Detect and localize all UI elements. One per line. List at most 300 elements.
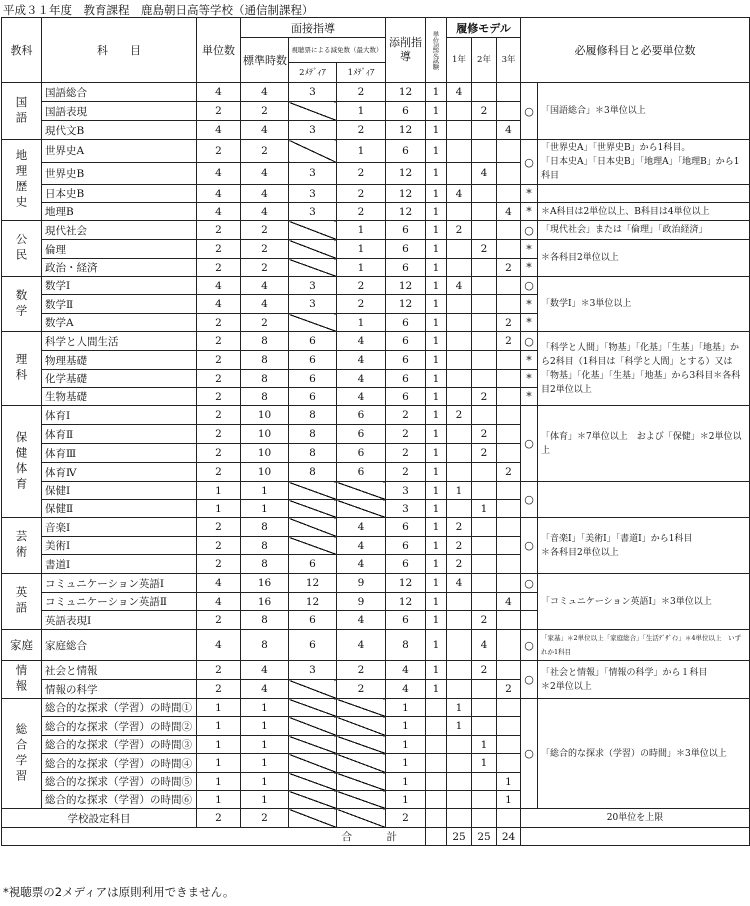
required-mark: ○ xyxy=(521,221,538,240)
year1-cell xyxy=(447,388,472,406)
units-cell: 1 xyxy=(197,482,241,500)
year1-cell xyxy=(447,259,472,277)
year3-cell: 1 xyxy=(497,773,521,791)
subject-name: 音楽Ⅰ xyxy=(42,518,197,537)
required-mark: * xyxy=(521,351,538,370)
subject-name: 家庭総合 xyxy=(42,630,197,661)
year1-cell xyxy=(447,295,472,314)
year2-cell xyxy=(472,593,497,611)
year3-cell xyxy=(497,611,521,630)
subject-name: 世界史A xyxy=(42,140,197,163)
curriculum-table xyxy=(1,17,750,846)
year2-cell: 4 xyxy=(472,630,497,661)
requirement-note xyxy=(538,221,750,240)
requirement-note-line: 「家基」＊2単位以上「家庭総合」「生活ﾃﾞｻﾞｲﾝ」＊4単位以上 いずれか1科目 xyxy=(541,634,742,656)
header-reports: 添削指導 xyxy=(386,18,426,83)
requirement-note-line: 「数学Ⅰ」＊3単位以上 xyxy=(541,299,632,309)
reports-cell: 1 xyxy=(386,773,426,791)
media1-cell xyxy=(337,717,386,736)
hours-cell: 8 xyxy=(241,370,289,388)
exam-cell: 1 xyxy=(426,203,447,221)
total-row xyxy=(2,828,750,846)
requirement-note xyxy=(538,630,750,661)
media2-cell xyxy=(289,537,337,555)
exam-cell: 1 xyxy=(426,370,447,388)
required-mark: ○ xyxy=(521,83,538,140)
media2-cell xyxy=(289,500,337,518)
required-mark: ○ xyxy=(521,699,538,809)
hours-cell: 1 xyxy=(241,717,289,736)
exam-cell: 1 xyxy=(426,121,447,140)
table-row xyxy=(2,518,750,537)
school-subject-row xyxy=(2,809,750,828)
year2-cell xyxy=(472,680,497,699)
year3-cell xyxy=(497,185,521,203)
units-cell: 2 xyxy=(197,388,241,406)
units-cell: 2 xyxy=(197,406,241,425)
media1-cell: 1 xyxy=(337,102,386,121)
year1-cell xyxy=(447,203,472,221)
requirement-note-line: ＊各科目2単位以上 xyxy=(541,253,619,263)
table-body xyxy=(2,83,750,846)
requirement-note xyxy=(538,203,750,221)
table-row xyxy=(2,221,750,240)
header-year3: 3年 xyxy=(497,38,521,83)
media2-cell xyxy=(289,518,337,537)
year3-cell: 2 xyxy=(497,332,521,351)
media2-cell: 3 xyxy=(289,277,337,295)
year2-cell: 2 xyxy=(472,661,497,680)
subject-name: 情報の科学 xyxy=(42,680,197,699)
year3-cell xyxy=(497,140,521,163)
category-cell-chireki: 地理歴史 xyxy=(2,140,42,221)
year1-cell: 2 xyxy=(447,518,472,537)
header-schooling: 面接指導 xyxy=(241,18,386,38)
units-cell: 2 xyxy=(197,140,241,163)
media2-cell xyxy=(289,809,337,828)
year3-cell xyxy=(497,444,521,463)
reports-cell: 1 xyxy=(386,717,426,736)
requirement-note-line: 「コミュニケーション英語Ⅰ」＊3単位以上 xyxy=(541,596,712,607)
total-year3: 24 xyxy=(497,828,521,846)
year1-cell xyxy=(447,630,472,661)
exam-cell: 1 xyxy=(426,162,447,185)
media2-cell: 8 xyxy=(289,425,337,444)
requirement-note xyxy=(538,140,750,185)
subject-name: 総合的な探求（学習）の時間① xyxy=(42,699,197,717)
exam-cell xyxy=(426,717,447,736)
media2-cell: 3 xyxy=(289,185,337,203)
media2-cell xyxy=(289,102,337,121)
units-cell: 4 xyxy=(197,593,241,611)
year2-cell xyxy=(472,463,497,482)
units-cell: 2 xyxy=(197,555,241,574)
reports-cell: 6 xyxy=(386,555,426,574)
year2-cell: 1 xyxy=(472,754,497,773)
units-cell: 2 xyxy=(197,809,241,828)
media2-cell xyxy=(289,240,337,259)
year2-cell: 2 xyxy=(472,425,497,444)
requirement-note xyxy=(538,406,750,482)
hours-cell: 4 xyxy=(241,185,289,203)
exam-cell: 1 xyxy=(426,537,447,555)
requirement-note xyxy=(538,332,750,406)
media1-cell xyxy=(337,699,386,717)
year3-cell xyxy=(497,736,521,754)
year3-cell xyxy=(497,661,521,680)
header-subject: 科 目 xyxy=(42,18,197,83)
year1-cell: 2 xyxy=(447,537,472,555)
year3-cell xyxy=(497,574,521,593)
subject-name: 書道Ⅰ xyxy=(42,555,197,574)
media1-cell: 1 xyxy=(337,221,386,240)
year3-cell xyxy=(497,699,521,717)
year1-cell xyxy=(447,370,472,388)
year1-cell xyxy=(447,611,472,630)
hours-cell: 8 xyxy=(241,388,289,406)
reports-cell: 6 xyxy=(386,332,426,351)
reports-cell: 6 xyxy=(386,259,426,277)
required-mark: * xyxy=(521,259,538,277)
table-row xyxy=(2,482,750,500)
units-cell: 4 xyxy=(197,277,241,295)
media1-cell xyxy=(337,773,386,791)
reports-cell: 1 xyxy=(386,791,426,809)
year2-cell: 2 xyxy=(472,240,497,259)
subject-name: 数学A xyxy=(42,314,197,332)
year2-cell xyxy=(472,717,497,736)
exam-cell: 1 xyxy=(426,221,447,240)
subject-name: 国語総合 xyxy=(42,83,197,102)
media1-cell: 2 xyxy=(337,661,386,680)
reports-cell: 6 xyxy=(386,370,426,388)
subject-name: 世界史B xyxy=(42,162,197,185)
subject-name: 総合的な探求（学習）の時間③ xyxy=(42,736,197,754)
media1-cell: 4 xyxy=(337,351,386,370)
subject-name: 保健Ⅱ xyxy=(42,500,197,518)
year3-cell xyxy=(497,83,521,102)
table-row xyxy=(2,140,750,163)
category-cell-kokugo: 国語 xyxy=(2,83,42,140)
media2-cell xyxy=(289,754,337,773)
media1-cell: 2 xyxy=(337,121,386,140)
hours-cell: 2 xyxy=(241,314,289,332)
exam-cell: 1 xyxy=(426,83,447,102)
exam-cell xyxy=(426,828,447,846)
subject-name: 体育Ⅰ xyxy=(42,406,197,425)
exam-cell: 1 xyxy=(426,140,447,163)
year3-cell xyxy=(497,370,521,388)
units-cell: 4 xyxy=(197,162,241,185)
requirement-note xyxy=(538,574,750,630)
subject-name: 体育Ⅲ xyxy=(42,444,197,463)
media1-cell xyxy=(337,736,386,754)
header-exam: 単位認定試験 xyxy=(426,18,447,83)
reports-cell: 6 xyxy=(386,221,426,240)
category-cell-geijutsu: 芸術 xyxy=(2,518,42,574)
subject-name: 地理B xyxy=(42,203,197,221)
units-cell: 4 xyxy=(197,83,241,102)
hours-cell: 4 xyxy=(241,680,289,699)
year3-cell xyxy=(497,754,521,773)
media2-cell: 12 xyxy=(289,593,337,611)
media2-cell: 6 xyxy=(289,555,337,574)
media2-cell xyxy=(289,699,337,717)
media2-cell: 3 xyxy=(289,203,337,221)
required-mark: * xyxy=(521,295,538,314)
exam-cell: 1 xyxy=(426,295,447,314)
units-cell: 2 xyxy=(197,680,241,699)
units-cell: 2 xyxy=(197,102,241,121)
header-reduction: 視聴票による減免数（最大数） xyxy=(289,38,386,63)
media1-cell: 4 xyxy=(337,537,386,555)
hours-cell: 2 xyxy=(241,240,289,259)
year2-cell: 2 xyxy=(472,444,497,463)
hours-cell: 4 xyxy=(241,121,289,140)
year3-cell: 2 xyxy=(497,314,521,332)
subject-name: 総合的な探求（学習）の時間⑤ xyxy=(42,773,197,791)
units-cell: 1 xyxy=(197,717,241,736)
subject-name: 保健Ⅰ xyxy=(42,482,197,500)
table-row xyxy=(2,83,750,102)
year1-cell: 4 xyxy=(447,574,472,593)
exam-cell: 1 xyxy=(426,388,447,406)
units-cell: 4 xyxy=(197,574,241,593)
media1-cell xyxy=(337,791,386,809)
media1-cell: 2 xyxy=(337,83,386,102)
category-cell-komin: 公民 xyxy=(2,221,42,277)
year3-cell xyxy=(497,717,521,736)
units-cell: 2 xyxy=(197,221,241,240)
media2-cell xyxy=(289,482,337,500)
reports-cell: 6 xyxy=(386,537,426,555)
exam-cell: 1 xyxy=(426,630,447,661)
required-mark: * xyxy=(521,185,538,203)
exam-cell: 1 xyxy=(426,518,447,537)
exam-cell: 1 xyxy=(426,574,447,593)
subject-name: 現代社会 xyxy=(42,221,197,240)
media2-cell: 3 xyxy=(289,162,337,185)
hours-cell: 8 xyxy=(241,332,289,351)
year3-cell: 2 xyxy=(497,259,521,277)
media1-cell: 4 xyxy=(337,388,386,406)
year3-cell: 2 xyxy=(497,463,521,482)
units-cell: 4 xyxy=(197,630,241,661)
required-mark: ○ xyxy=(521,332,538,351)
reports-cell: 12 xyxy=(386,574,426,593)
exam-cell: 1 xyxy=(426,240,447,259)
year3-cell xyxy=(497,277,521,295)
year3-cell xyxy=(497,388,521,406)
media2-cell xyxy=(289,221,337,240)
year1-cell xyxy=(447,332,472,351)
required-mark xyxy=(521,611,538,630)
media1-cell: 4 xyxy=(337,370,386,388)
reports-cell: 3 xyxy=(386,482,426,500)
hours-cell: 8 xyxy=(241,518,289,537)
hours-cell: 1 xyxy=(241,482,289,500)
requirement-note xyxy=(538,185,750,203)
required-mark: ○ xyxy=(521,277,538,295)
year2-cell: 2 xyxy=(472,102,497,121)
year1-cell xyxy=(447,809,472,828)
year1-cell xyxy=(447,661,472,680)
media2-cell xyxy=(289,680,337,699)
year3-cell xyxy=(497,555,521,574)
hours-cell: 1 xyxy=(241,699,289,717)
media1-cell: 6 xyxy=(337,425,386,444)
exam-cell: 1 xyxy=(426,463,447,482)
units-cell: 1 xyxy=(197,500,241,518)
year3-cell: 4 xyxy=(497,203,521,221)
year2-cell: 1 xyxy=(472,500,497,518)
media1-cell: 2 xyxy=(337,680,386,699)
year3-cell xyxy=(497,537,521,555)
units-cell: 1 xyxy=(197,791,241,809)
media2-cell xyxy=(289,140,337,163)
subject-name: 数学Ⅱ xyxy=(42,295,197,314)
exam-cell xyxy=(426,754,447,773)
category-cell-eigo: 英語 xyxy=(2,574,42,630)
media1-cell: 6 xyxy=(337,406,386,425)
year3-cell xyxy=(497,295,521,314)
category-cell-sogo: 総合学習 xyxy=(2,699,42,809)
requirement-note xyxy=(538,699,750,809)
year2-cell xyxy=(472,185,497,203)
requirement-note-line: 「国語総合」＊3単位以上 xyxy=(541,106,646,116)
reports-cell: 6 xyxy=(386,240,426,259)
year1-cell: 1 xyxy=(447,482,472,500)
units-cell: 2 xyxy=(197,518,241,537)
year2-cell xyxy=(472,277,497,295)
year2-cell xyxy=(472,370,497,388)
hours-cell: 16 xyxy=(241,593,289,611)
required-mark: * xyxy=(521,370,538,388)
hours-cell: 2 xyxy=(241,102,289,121)
exam-cell: 1 xyxy=(426,555,447,574)
media1-cell: 2 xyxy=(337,185,386,203)
total-blank xyxy=(521,828,750,846)
media1-cell: 2 xyxy=(337,277,386,295)
total-label: 合 計 xyxy=(2,828,426,846)
reports-cell: 12 xyxy=(386,162,426,185)
requirement-note-line: ＊各科目2単位以上 xyxy=(541,547,619,558)
category-cell-rika: 理科 xyxy=(2,332,42,406)
subject-name: 体育Ⅱ xyxy=(42,425,197,444)
year2-cell xyxy=(472,83,497,102)
hours-cell: 8 xyxy=(241,537,289,555)
reports-cell: 6 xyxy=(386,351,426,370)
hours-cell: 2 xyxy=(241,259,289,277)
year1-cell xyxy=(447,162,472,185)
table-row xyxy=(2,699,750,717)
table-row xyxy=(2,574,750,593)
media1-cell: 1 xyxy=(337,240,386,259)
hours-cell: 4 xyxy=(241,295,289,314)
units-cell: 4 xyxy=(197,295,241,314)
subject-name: 倫理 xyxy=(42,240,197,259)
requirement-note-line: 「日本史A」「日本史B」「地理A」「地理B」から1科目 xyxy=(541,157,740,181)
requirement-note xyxy=(538,661,750,699)
subject-name: 美術Ⅰ xyxy=(42,537,197,555)
year3-cell xyxy=(497,500,521,518)
year2-cell xyxy=(472,259,497,277)
subject-name: 政治・経済 xyxy=(42,259,197,277)
media1-cell: 4 xyxy=(337,630,386,661)
hours-cell: 2 xyxy=(241,221,289,240)
hours-cell: 10 xyxy=(241,463,289,482)
year2-cell: 4 xyxy=(472,162,497,185)
reports-cell: 1 xyxy=(386,754,426,773)
year3-cell xyxy=(497,425,521,444)
reports-cell: 4 xyxy=(386,661,426,680)
reports-cell: 6 xyxy=(386,140,426,163)
year3-cell xyxy=(497,809,521,828)
table-row xyxy=(2,406,750,425)
exam-cell xyxy=(426,773,447,791)
media1-cell xyxy=(337,754,386,773)
reports-cell: 8 xyxy=(386,630,426,661)
reports-cell: 6 xyxy=(386,388,426,406)
hours-cell: 2 xyxy=(241,140,289,163)
reports-cell: 2 xyxy=(386,406,426,425)
units-cell: 2 xyxy=(197,314,241,332)
reports-cell: 12 xyxy=(386,185,426,203)
year3-cell xyxy=(497,518,521,537)
table-row xyxy=(2,630,750,661)
exam-cell: 1 xyxy=(426,593,447,611)
school-subject-label: 学校設定科目 xyxy=(2,809,197,828)
year1-cell: 4 xyxy=(447,185,472,203)
year1-cell xyxy=(447,791,472,809)
required-mark: ○ xyxy=(521,406,538,482)
exam-cell: 1 xyxy=(426,277,447,295)
header-required: 必履修科目と必要単位数 xyxy=(521,18,750,83)
media1-cell: 4 xyxy=(337,332,386,351)
units-cell: 2 xyxy=(197,370,241,388)
header-units: 単位数 xyxy=(197,18,241,83)
year2-cell xyxy=(472,537,497,555)
year3-cell: 4 xyxy=(497,593,521,611)
footnote: *視聴票の2メディアは原則利用できません。 xyxy=(3,885,235,899)
requirement-note-line: 「世界史A」「世界史B」から1科目。 xyxy=(541,143,691,153)
hours-cell: 10 xyxy=(241,425,289,444)
year2-cell xyxy=(472,574,497,593)
subject-name: 総合的な探求（学習）の時間④ xyxy=(42,754,197,773)
year2-cell xyxy=(472,221,497,240)
page-title: 平成３１年度 教育課程 鹿島朝日高等学校（通信制課程） xyxy=(3,3,314,17)
year2-cell xyxy=(472,791,497,809)
year2-cell: 2 xyxy=(472,388,497,406)
requirement-note-line: 「現代社会」または「倫理」「政治経済」 xyxy=(541,225,708,235)
media1-cell: 4 xyxy=(337,518,386,537)
year1-cell xyxy=(447,351,472,370)
table-row xyxy=(2,185,750,203)
year1-cell: 2 xyxy=(447,406,472,425)
required-mark: ○ xyxy=(521,574,538,593)
reports-cell: 12 xyxy=(386,203,426,221)
year1-cell xyxy=(447,500,472,518)
category-cell-katei: 家庭 xyxy=(2,630,42,661)
media1-cell: 9 xyxy=(337,593,386,611)
subject-name: 総合的な探求（学習）の時間⑥ xyxy=(42,791,197,809)
media2-cell xyxy=(289,259,337,277)
total-year1: 25 xyxy=(447,828,472,846)
media2-cell: 6 xyxy=(289,351,337,370)
reports-cell: 6 xyxy=(386,314,426,332)
year2-cell xyxy=(472,518,497,537)
media1-cell: 2 xyxy=(337,295,386,314)
